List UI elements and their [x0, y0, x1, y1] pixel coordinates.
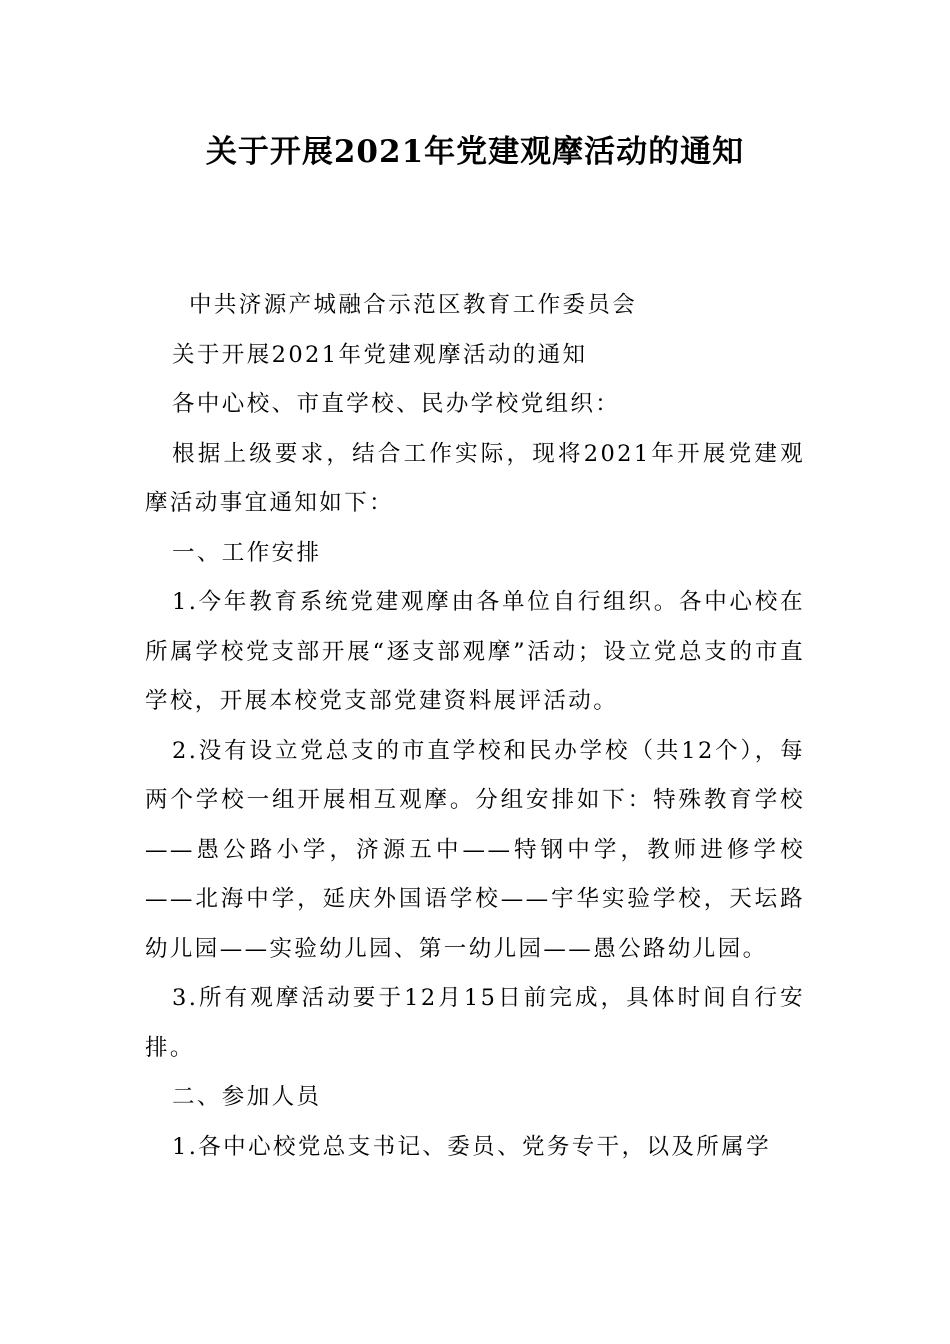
paragraph-item-2: 2.没有设立党总支的市直学校和民办学校（共12个），每两个学校一组开展相互观摩。分组安排如下：特殊教育学校——愚公路小学，济源五中——特钢中学，教师进修学校——北海中学，延庆外国语学校——宇华实验学校，天坛路幼儿园——实验幼儿园、第一幼儿园——愚公路幼儿园。: [145, 737, 805, 962]
paragraph-item-1: 1.今年教育系统党建观摩由各单位自行组织。各中心校在所属学校党支部开展“逐支部观摩”活动；设立党总支的市直学校，开展本校党支部党建资料展评活动。: [145, 589, 805, 714]
issuing-organization: 中共济源产城融合示范区教育工作委员会: [189, 292, 638, 318]
intro-paragraph: 根据上级要求，结合工作实际，现将2021年开展党建观摩活动事宜通知如下：: [145, 440, 805, 516]
document-body: [145, 281, 805, 1172]
addressee-line: 各中心校、市直学校、民办学校党组织：: [172, 391, 621, 417]
paragraph-item-3: 3.所有观摩活动要于12月15日前完成，具体时间自行安排。: [145, 985, 805, 1061]
notice-subject: 关于开展2021年党建观摩活动的通知: [172, 341, 588, 368]
section-heading-work-arrangement: 一、工作安排: [172, 539, 322, 566]
section-heading-participants: 二、参加人员: [172, 1084, 322, 1110]
document-title: 关于开展2021年党建观摩活动的通知: [205, 134, 745, 170]
paragraph-participants-1: 1.各中心校党总支书记、委员、党务专干，以及所属学: [172, 1133, 771, 1160]
